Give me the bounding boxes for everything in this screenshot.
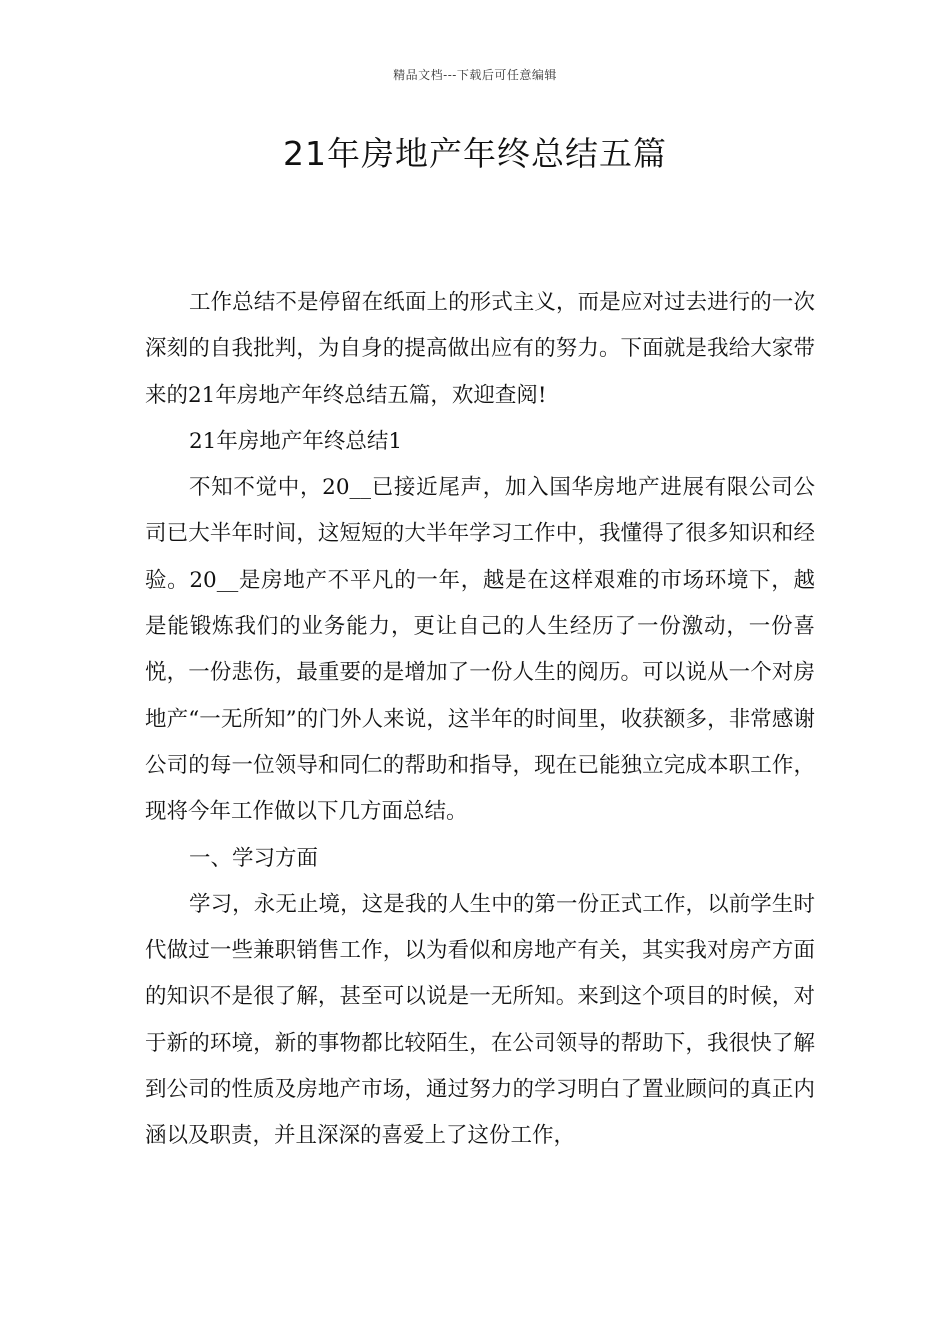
header-note: 精品文档---下载后可任意编辑 [393, 68, 557, 82]
intro-paragraph: 工作总结不是停留在纸面上的形式主义，而是应对过去进行的一次深刻的自我批判，为自身的提高做出应有的努力。下面就是我给大家带来的21年房地产年终总结五篇，欢迎查阅! [145, 290, 815, 408]
section-heading-study: 一、学习方面 [189, 845, 319, 871]
document-title: 21年房地产年终总结五篇 [283, 134, 667, 173]
document-body [145, 280, 815, 1160]
body-paragraph: 学习，永无止境，这是我的人生中的第一份正式工作，以前学生时代做过一些兼职销售工作，以为看似和房地产有关，其实我对房产方面的知识不是很了解，甚至可以说是一无所知。来到这个项目的时候，对于新的环境，新的事物都比较陌生，在公司领导的帮助下，我很快了解到公司的性质及房地产市场，通过努力的学习明白了置业顾问的真正内涵以及职责，并且深深的喜爱上了这份工作， [145, 891, 815, 1149]
body-paragraph: 不知不觉中，20__已接近尾声，加入国华房地产进展有限公司公司已大半年时间，这短短的大半年学习工作中，我懂得了很多知识和经验。20__是房地产不平凡的一年，越是在这样艰难的市场环境下，越是能锻炼我们的业务能力，更让自己的人生经历了一份激动，一份喜悦，一份悲伤，最重要的是增加了一份人生的阅历。可以说从一个对房地产“一无所知”的门外人来说，这半年的时间里，收获额多，非常感谢公司的每一位领导和同仁的帮助和指导，现在已能独立完成本职工作，现将今年工作做以下几方面总结。 [145, 475, 815, 825]
section-heading-summary-1: 21年房地产年终总结1 [189, 428, 403, 454]
